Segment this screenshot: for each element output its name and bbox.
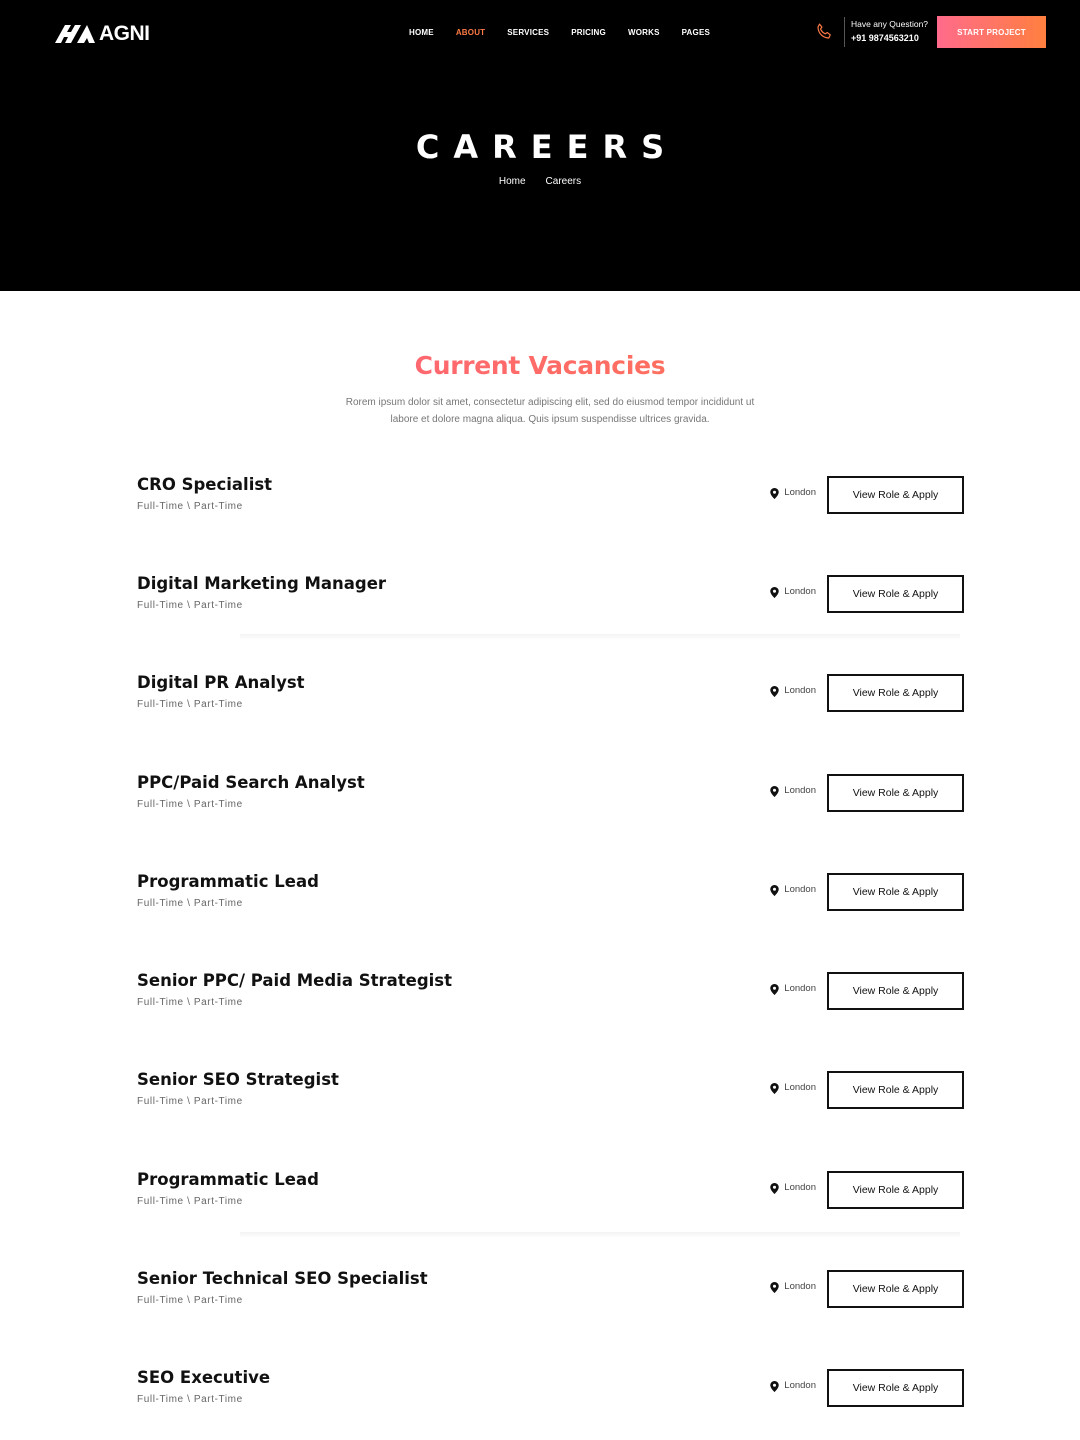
- nav-home[interactable]: HOME: [409, 28, 434, 37]
- job-type: Full-Time \ Part-Time: [137, 1096, 243, 1107]
- job-row: [137, 873, 964, 913]
- job-location: [770, 1281, 816, 1293]
- job-row: [137, 1171, 964, 1211]
- breadcrumb: [0, 175, 1080, 189]
- job-location-text: London: [784, 983, 816, 994]
- location-pin-icon: [770, 885, 779, 896]
- job-location-text: London: [784, 1380, 816, 1391]
- job-type: Full-Time \ Part-Time: [137, 699, 243, 710]
- view-role-apply-button[interactable]: View Role & Apply: [827, 774, 964, 812]
- page-title: CAREERS: [415, 128, 679, 166]
- job-title[interactable]: Digital Marketing Manager: [137, 574, 387, 593]
- job-type: Full-Time \ Part-Time: [137, 1295, 243, 1306]
- view-role-apply-button[interactable]: View Role & Apply: [827, 873, 964, 911]
- row-separator: [240, 1232, 960, 1238]
- job-type: Full-Time \ Part-Time: [137, 799, 243, 810]
- view-role-apply-button[interactable]: View Role & Apply: [827, 1369, 964, 1407]
- job-title[interactable]: Senior SEO Strategist: [137, 1070, 339, 1089]
- job-type: Full-Time \ Part-Time: [137, 501, 243, 512]
- job-title[interactable]: Programmatic Lead: [137, 1170, 319, 1189]
- location-pin-icon: [770, 1381, 779, 1392]
- phone-icon: [814, 22, 834, 42]
- hero-section: [0, 0, 1080, 291]
- job-location: [770, 1380, 816, 1392]
- job-location: [770, 983, 816, 995]
- job-location-text: London: [784, 1082, 816, 1093]
- job-row: [137, 972, 964, 1012]
- view-role-apply-button[interactable]: View Role & Apply: [827, 476, 964, 514]
- nav-works[interactable]: WORKS: [627, 28, 660, 37]
- section-subtitle: Rorem ipsum dolor sit amet, consectetur adipiscing elit, sed do eiusmod tempor incididunt ut labore et dolore magna aliqua. Quis ipsum suspendisse ultrices gravida.: [345, 397, 755, 425]
- job-location-text: London: [784, 586, 816, 597]
- job-location-text: London: [784, 487, 816, 498]
- job-location-text: London: [784, 884, 816, 895]
- location-pin-icon: [770, 1083, 779, 1094]
- job-row: [137, 1270, 964, 1310]
- job-location: [770, 586, 816, 598]
- section-title: Current Vacancies: [0, 348, 1080, 384]
- location-pin-icon: [770, 686, 779, 697]
- job-location-text: London: [784, 685, 816, 696]
- job-location: [770, 1182, 816, 1194]
- job-type: Full-Time \ Part-Time: [137, 600, 243, 611]
- main-nav: [398, 27, 721, 39]
- view-role-apply-button[interactable]: View Role & Apply: [827, 674, 964, 712]
- logo-text: AGNI: [99, 22, 150, 45]
- job-location: [770, 1082, 816, 1094]
- nav-services[interactable]: SERVICES: [507, 28, 550, 37]
- job-type: Full-Time \ Part-Time: [137, 898, 243, 909]
- job-location: [770, 487, 816, 499]
- view-role-apply-button[interactable]: View Role & Apply: [827, 1171, 964, 1209]
- job-title[interactable]: PPC/Paid Search Analyst: [137, 773, 365, 792]
- job-row: [137, 1071, 964, 1111]
- job-row: [137, 476, 964, 516]
- contact-divider: [844, 17, 845, 47]
- location-pin-icon: [770, 984, 779, 995]
- job-row: [137, 674, 964, 714]
- contact-question: Have any Question?: [851, 19, 929, 29]
- job-title[interactable]: SEO Executive: [137, 1368, 271, 1387]
- job-location-text: London: [784, 785, 816, 796]
- job-location: [770, 785, 816, 797]
- nav-pages[interactable]: PAGES: [681, 28, 711, 37]
- location-pin-icon: [770, 587, 779, 598]
- job-type: Full-Time \ Part-Time: [137, 997, 243, 1008]
- contact-text: [851, 18, 928, 46]
- job-type: Full-Time \ Part-Time: [137, 1394, 243, 1405]
- contact-phone[interactable]: +91 9874563210: [851, 33, 919, 43]
- start-project-button[interactable]: START PROJECT: [937, 16, 1046, 48]
- location-pin-icon: [770, 488, 779, 499]
- job-row: [137, 1369, 964, 1409]
- job-title[interactable]: Senior PPC/ Paid Media Strategist: [137, 971, 453, 990]
- view-role-apply-button[interactable]: View Role & Apply: [827, 972, 964, 1010]
- nav-pricing[interactable]: PRICING: [571, 28, 606, 37]
- job-row: [137, 774, 964, 814]
- logo-mark-icon: [55, 25, 95, 43]
- contact-block: [814, 17, 928, 47]
- job-title[interactable]: CRO Specialist: [137, 475, 273, 494]
- view-role-apply-button[interactable]: View Role & Apply: [827, 1071, 964, 1109]
- job-location: [770, 685, 816, 697]
- job-type: Full-Time \ Part-Time: [137, 1196, 243, 1207]
- breadcrumb-home[interactable]: Home: [498, 176, 526, 187]
- nav-about[interactable]: ABOUT: [455, 28, 486, 37]
- job-title[interactable]: Programmatic Lead: [137, 872, 319, 891]
- location-pin-icon: [770, 786, 779, 797]
- logo[interactable]: [55, 22, 150, 46]
- location-pin-icon: [770, 1282, 779, 1293]
- job-location: [770, 884, 816, 896]
- row-separator: [240, 634, 960, 640]
- view-role-apply-button[interactable]: View Role & Apply: [827, 1270, 964, 1308]
- job-row: [137, 575, 964, 615]
- location-pin-icon: [770, 1183, 779, 1194]
- view-role-apply-button[interactable]: View Role & Apply: [827, 575, 964, 613]
- job-title[interactable]: Digital PR Analyst: [137, 673, 305, 692]
- job-location-text: London: [784, 1182, 816, 1193]
- job-title[interactable]: Senior Technical SEO Specialist: [137, 1269, 428, 1288]
- breadcrumb-current: Careers: [545, 176, 582, 187]
- job-location-text: London: [784, 1281, 816, 1292]
